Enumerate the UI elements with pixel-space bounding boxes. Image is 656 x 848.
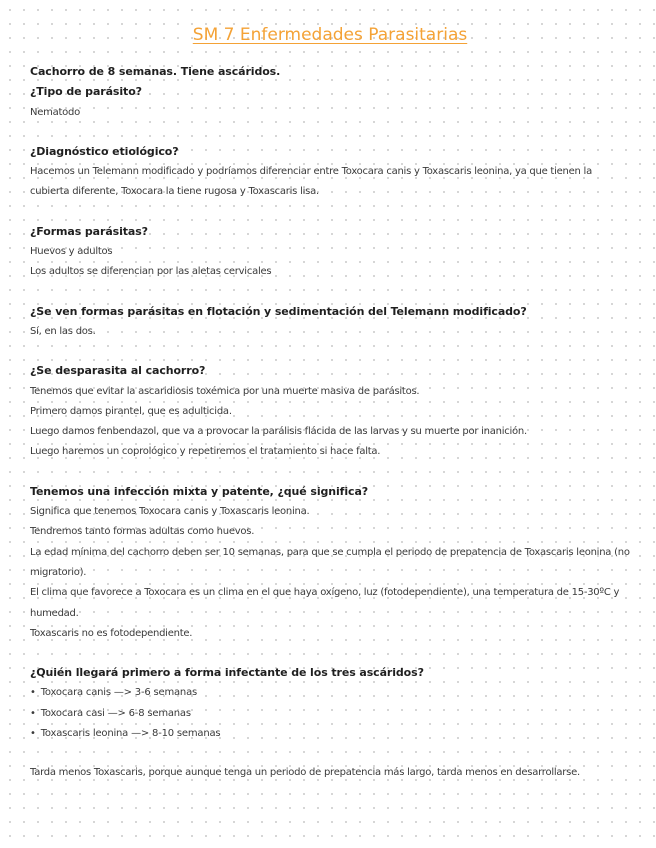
section-desparasita [30,361,630,462]
answer-line: Tenemos que evitar la ascaridiosis toxémica por una muerte masiva de parásitos. [30,385,420,397]
answer-line: La edad mínima del cachorro deben ser 10 semanas, para que se cumpla el periodo de prepatencia de Toxascaris leonina (no migratorio). [30,546,630,578]
bullet-list [30,683,630,744]
section-tipo-parasito [30,62,630,123]
list-item: • Toxascaris leonina —> 8-10 semanas [30,724,630,744]
answer-line: Los adultos se diferencian por las aletas cervicales [30,266,272,278]
page-title: SM 7 Enfermedades Parasitarias [192,25,468,45]
answer-line: Huevos y adultos [30,246,113,258]
answer-line: Toxascaris no es fotodependiente. [30,627,193,639]
answer-line: El clima que favorece a Toxocara es un clima en el que haya oxígeno, luz (fotodependiente), una temperatura de 15-30ºC y humedad. [30,587,620,619]
answer-flotacion: Sí, en las dos. [30,325,96,337]
section-conclusion [30,763,630,783]
case-statement: Cachorro de 8 semanas. Tiene ascáridos. [30,65,281,78]
answer-line: Significa que tenemos Toxocara canis y Toxascaris leonina. [30,506,310,518]
question-formas: ¿Formas parásitas? [30,224,148,238]
section-diagnostico [30,142,630,203]
answer-line: Luego damos fenbendazol, que va a provocar la parálisis flácida de las larvas y su muerte por inanición. [30,426,527,438]
question-diagnostico: ¿Diagnóstico etiológico? [30,144,179,158]
section-llegara [30,663,630,744]
list-item: • Toxocara canis —> 3-6 semanas [30,683,630,703]
answer-tipo-parasito: Nematodo [30,106,81,118]
question-flotacion: ¿Se ven formas parásitas en flotación y sedimentación del Telemann modificado? [30,304,527,318]
section-formas [30,222,630,283]
question-desparasita: ¿Se desparasita al cachorro? [30,364,206,378]
answer-line: Luego haremos un coprológico y repetiremos el tratamiento si hace falta. [30,446,381,458]
section-flotacion [30,302,630,343]
section-infeccion [30,482,630,644]
question-llegara: ¿Quién llegará primero a forma infectante de los tres ascáridos? [30,666,424,680]
answer-diagnostico: Hacemos un Telemann modificado y podríamos diferenciar entre Toxocara canis y Toxascaris leonina, ya que tienen la cubierta diferente, Toxocara la tiene rugosa y Toxascaris lisa. [30,166,592,198]
list-item: • Toxocara casi —> 6-8 semanas [30,704,630,724]
question-tipo-parasito: ¿Tipo de parásito? [30,85,142,99]
conclusion-text: Tarda menos Toxascaris, porque aunque tenga un periodo de prepatencia más largo, tarda menos en desarrollarse. [30,767,580,779]
answer-line: Tendremos tanto formas adultas como huevos. [30,526,255,538]
answer-line: Primero damos pirantel, que es adulticida. [30,405,232,417]
question-infeccion: Tenemos una infección mixta y patente, ¿qué significa? [30,484,369,498]
